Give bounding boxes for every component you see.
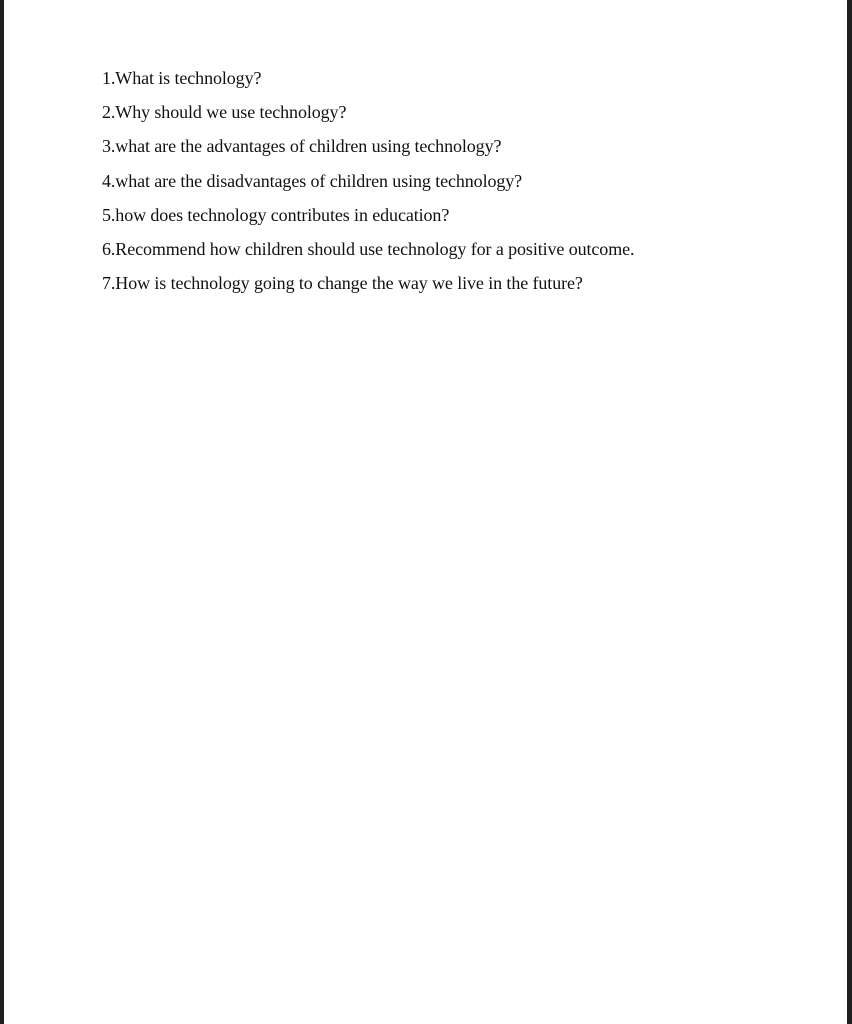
question-item: 6.Recommend how children should use technology for a positive outcome. [102, 238, 635, 259]
question-item: 4.what are the disadvantages of children using technology? [102, 170, 523, 191]
right-border [847, 0, 852, 1024]
question-item: 3.what are the advantages of children using technology? [102, 136, 502, 157]
question-item: 2.Why should we use technology? [102, 102, 347, 123]
question-item: 1.What is technology? [102, 68, 262, 88]
question-list [102, 61, 802, 300]
question-item: 5.how does technology contributes in education? [102, 204, 450, 225]
question-item: 7.How is technology going to change the way we live in the future? [102, 273, 583, 294]
document-page [4, 0, 847, 1024]
